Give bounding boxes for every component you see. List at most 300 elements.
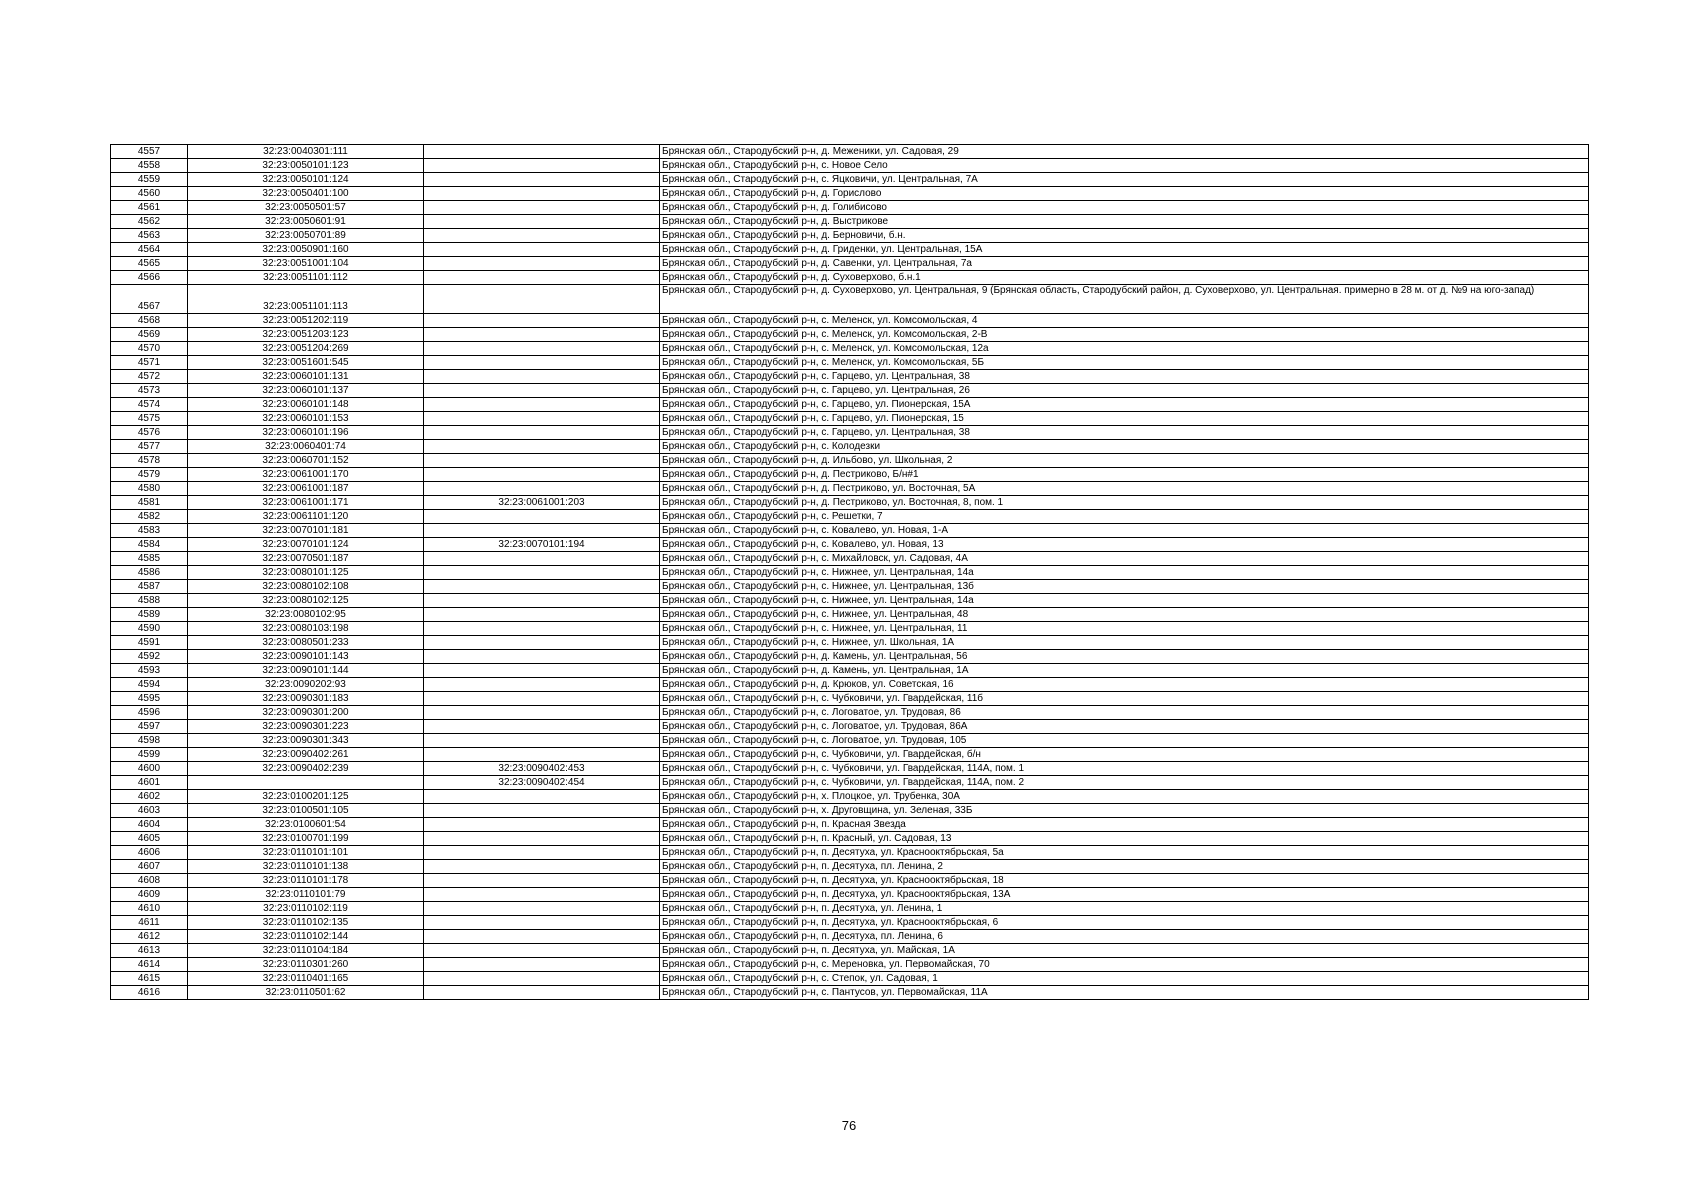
related-cadastral-number-cell <box>424 384 660 398</box>
address-cell: Брянская обл., Стародубский р-н, с. Гарцево, ул. Пионерская, 15А <box>660 398 1589 412</box>
related-cadastral-number-cell <box>424 173 660 187</box>
table-row <box>111 468 1589 482</box>
cadastral-number-cell: 32:23:0080103:198 <box>188 622 424 636</box>
row-number-cell: 4569 <box>111 328 188 342</box>
cadastral-number-cell: 32:23:0070501:187 <box>188 552 424 566</box>
cadastral-number-cell: 32:23:0060701:152 <box>188 454 424 468</box>
related-cadastral-number-cell: 32:23:0090402:454 <box>424 776 660 790</box>
related-cadastral-number-cell <box>424 454 660 468</box>
cadastral-number-cell: 32:23:0100501:105 <box>188 804 424 818</box>
address-cell: Брянская обл., Стародубский р-н, с. Нижнее, ул. Центральная, 11 <box>660 622 1589 636</box>
row-number-cell: 4593 <box>111 664 188 678</box>
cadastral-number-cell: 32:23:0051101:112 <box>188 271 424 285</box>
table-row <box>111 622 1589 636</box>
row-number-cell: 4577 <box>111 440 188 454</box>
cadastral-number-cell: 32:23:0090402:261 <box>188 748 424 762</box>
address-cell: Брянская обл., Стародубский р-н, п. Десятуха, пл. Ленина, 6 <box>660 930 1589 944</box>
page-number: 76 <box>841 1118 857 1133</box>
address-cell: Брянская обл., Стародубский р-н, п. Десятуха, ул. Краснооктябрьская, 5а <box>660 846 1589 860</box>
table-row <box>111 215 1589 229</box>
related-cadastral-number-cell <box>424 902 660 916</box>
row-number-cell: 4565 <box>111 257 188 271</box>
related-cadastral-number-cell <box>424 594 660 608</box>
address-cell: Брянская обл., Стародубский р-н, с. Меленск, ул. Комсомольская, 5Б <box>660 356 1589 370</box>
table-row <box>111 650 1589 664</box>
related-cadastral-number-cell <box>424 524 660 538</box>
cadastral-number-cell: 32:23:0110101:101 <box>188 846 424 860</box>
address-cell: Брянская обл., Стародубский р-н, п. Красная Звезда <box>660 818 1589 832</box>
table-row <box>111 776 1589 790</box>
table-row <box>111 440 1589 454</box>
table-row <box>111 384 1589 398</box>
row-number-cell: 4601 <box>111 776 188 790</box>
table-row <box>111 902 1589 916</box>
related-cadastral-number-cell <box>424 692 660 706</box>
property-register-table <box>110 144 1589 1000</box>
row-number-cell: 4600 <box>111 762 188 776</box>
table-row <box>111 608 1589 622</box>
row-number-cell: 4585 <box>111 552 188 566</box>
cadastral-number-cell: 32:23:0050101:124 <box>188 173 424 187</box>
address-cell: Брянская обл., Стародубский р-н, с. Меленск, ул. Комсомольская, 2-В <box>660 328 1589 342</box>
cadastral-number-cell: 32:23:0090301:223 <box>188 720 424 734</box>
address-cell: Брянская обл., Стародубский р-н, с. Логоватое, ул. Трудовая, 105 <box>660 734 1589 748</box>
address-cell: Брянская обл., Стародубский р-н, п. Десятуха, ул. Ленина, 1 <box>660 902 1589 916</box>
row-number-cell: 4584 <box>111 538 188 552</box>
row-number-cell: 4571 <box>111 356 188 370</box>
table-row <box>111 860 1589 874</box>
row-number-cell: 4614 <box>111 958 188 972</box>
table-row <box>111 271 1589 285</box>
related-cadastral-number-cell <box>424 608 660 622</box>
table-row <box>111 229 1589 243</box>
table-row <box>111 314 1589 328</box>
related-cadastral-number-cell <box>424 510 660 524</box>
cadastral-number-cell: 32:23:0110101:138 <box>188 860 424 874</box>
row-number-cell: 4599 <box>111 748 188 762</box>
row-number-cell: 4558 <box>111 159 188 173</box>
table-row <box>111 720 1589 734</box>
row-number-cell: 4589 <box>111 608 188 622</box>
table-row <box>111 398 1589 412</box>
row-number-cell: 4580 <box>111 482 188 496</box>
row-number-cell: 4578 <box>111 454 188 468</box>
address-cell: Брянская обл., Стародубский р-н, д. Горислово <box>660 187 1589 201</box>
address-cell: Брянская обл., Стародубский р-н, д. Голибисово <box>660 201 1589 215</box>
row-number-cell: 4604 <box>111 818 188 832</box>
cadastral-number-cell: 32:23:0051601:545 <box>188 356 424 370</box>
cadastral-number-cell: 32:23:0110301:260 <box>188 958 424 972</box>
row-number-cell: 4616 <box>111 986 188 1000</box>
row-number-cell: 4590 <box>111 622 188 636</box>
related-cadastral-number-cell <box>424 257 660 271</box>
table-row <box>111 748 1589 762</box>
table-row <box>111 285 1589 314</box>
address-cell: Брянская обл., Стародубский р-н, с. Нижнее, ул. Центральная, 14а <box>660 566 1589 580</box>
cadastral-number-cell: 32:23:0061101:120 <box>188 510 424 524</box>
row-number-cell: 4610 <box>111 902 188 916</box>
related-cadastral-number-cell <box>424 650 660 664</box>
row-number-cell: 4603 <box>111 804 188 818</box>
table-row <box>111 580 1589 594</box>
address-cell: Брянская обл., Стародубский р-н, д. Камень, ул. Центральная, 1А <box>660 664 1589 678</box>
cadastral-number-cell: 32:23:0100201:125 <box>188 790 424 804</box>
related-cadastral-number-cell <box>424 482 660 496</box>
address-cell: Брянская обл., Стародубский р-н, с. Чубковичи, ул. Гвардейская, б/н <box>660 748 1589 762</box>
cadastral-number-cell: 32:23:0080102:95 <box>188 608 424 622</box>
table-row <box>111 538 1589 552</box>
related-cadastral-number-cell <box>424 159 660 173</box>
address-cell: Брянская обл., Стародубский р-н, д. Суховерхово, б.н.1 <box>660 271 1589 285</box>
table-row <box>111 356 1589 370</box>
table-row <box>111 790 1589 804</box>
cadastral-number-cell: 32:23:0050901:160 <box>188 243 424 257</box>
cadastral-number-cell: 32:23:0051203:123 <box>188 328 424 342</box>
cadastral-number-cell: 32:23:0110104:184 <box>188 944 424 958</box>
cadastral-number-cell: 32:23:0100601:54 <box>188 818 424 832</box>
row-number-cell: 4613 <box>111 944 188 958</box>
address-cell: Брянская обл., Стародубский р-н, с. Нижнее, ул. Центральная, 48 <box>660 608 1589 622</box>
address-cell: Брянская обл., Стародубский р-н, д. Крюков, ул. Советская, 16 <box>660 678 1589 692</box>
table-row <box>111 243 1589 257</box>
cadastral-number-cell: 32:23:0060101:131 <box>188 370 424 384</box>
table-row <box>111 944 1589 958</box>
table-row <box>111 636 1589 650</box>
cadastral-number-cell: 32:23:0110102:144 <box>188 930 424 944</box>
table-row <box>111 510 1589 524</box>
related-cadastral-number-cell <box>424 440 660 454</box>
row-number-cell: 4588 <box>111 594 188 608</box>
table-row <box>111 159 1589 173</box>
address-cell: Брянская обл., Стародубский р-н, д. Суховерхово, ул. Центральная, 9 (Брянская область, Стародубский район, д. Суховерхово, ул. Центральная. примерно в 28 м. от д. №9 на юго-запад) <box>660 285 1589 314</box>
related-cadastral-number-cell <box>424 187 660 201</box>
table-row <box>111 328 1589 342</box>
cadastral-number-cell: 32:23:0110101:178 <box>188 874 424 888</box>
table-row <box>111 930 1589 944</box>
related-cadastral-number-cell <box>424 874 660 888</box>
table-row <box>111 594 1589 608</box>
address-cell: Брянская обл., Стародубский р-н, д. Камень, ул. Центральная, 56 <box>660 650 1589 664</box>
table-row <box>111 664 1589 678</box>
related-cadastral-number-cell <box>424 804 660 818</box>
related-cadastral-number-cell <box>424 860 660 874</box>
cadastral-number-cell: 32:23:0080102:108 <box>188 580 424 594</box>
address-cell: Брянская обл., Стародубский р-н, с. Гарцево, ул. Центральная, 38 <box>660 370 1589 384</box>
related-cadastral-number-cell <box>424 636 660 650</box>
address-cell: Брянская обл., Стародубский р-н, с. Меленск, ул. Комсомольская, 12а <box>660 342 1589 356</box>
table-row <box>111 412 1589 426</box>
table-row <box>111 986 1589 1000</box>
address-cell: Брянская обл., Стародубский р-н, х. Друговщина, ул. Зеленая, 33Б <box>660 804 1589 818</box>
address-cell: Брянская обл., Стародубский р-н, с. Чубковичи, ул. Гвардейская, 114А, пом. 1 <box>660 762 1589 776</box>
address-cell: Брянская обл., Стародубский р-н, с. Гарцево, ул. Центральная, 38 <box>660 426 1589 440</box>
cadastral-number-cell: 32:23:0050401:100 <box>188 187 424 201</box>
table-row <box>111 818 1589 832</box>
address-cell: Брянская обл., Стародубский р-н, п. Десятуха, ул. Краснооктябрьская, 6 <box>660 916 1589 930</box>
address-cell: Брянская обл., Стародубский р-н, с. Меленск, ул. Комсомольская, 4 <box>660 314 1589 328</box>
table-row <box>111 958 1589 972</box>
table-row <box>111 804 1589 818</box>
related-cadastral-number-cell <box>424 720 660 734</box>
table-row <box>111 972 1589 986</box>
address-cell: Брянская обл., Стародубский р-н, с. Михайловск, ул. Садовая, 4А <box>660 552 1589 566</box>
table-row <box>111 888 1589 902</box>
cadastral-number-cell: 32:23:0051204:269 <box>188 342 424 356</box>
address-cell: Брянская обл., Стародубский р-н, д. Савенки, ул. Центральная, 7а <box>660 257 1589 271</box>
related-cadastral-number-cell <box>424 412 660 426</box>
row-number-cell: 4560 <box>111 187 188 201</box>
related-cadastral-number-cell: 32:23:0070101:194 <box>424 538 660 552</box>
address-cell: Брянская обл., Стародубский р-н, с. Логоватое, ул. Трудовая, 86 <box>660 706 1589 720</box>
cadastral-number-cell: 32:23:0110401:165 <box>188 972 424 986</box>
cadastral-number-cell: 32:23:0090402:239 <box>188 762 424 776</box>
related-cadastral-number-cell <box>424 622 660 636</box>
related-cadastral-number-cell: 32:23:0061001:203 <box>424 496 660 510</box>
address-cell: Брянская обл., Стародубский р-н, д. Пестриково, ул. Восточная, 5А <box>660 482 1589 496</box>
cadastral-number-cell: 32:23:0110501:62 <box>188 986 424 1000</box>
cadastral-number-cell: 32:23:0090301:183 <box>188 692 424 706</box>
table-row <box>111 846 1589 860</box>
cadastral-number-cell: 32:23:0060101:148 <box>188 398 424 412</box>
address-cell: Брянская обл., Стародубский р-н, с. Яцковичи, ул. Центральная, 7А <box>660 173 1589 187</box>
cadastral-number-cell: 32:23:0110102:135 <box>188 916 424 930</box>
row-number-cell: 4594 <box>111 678 188 692</box>
row-number-cell: 4575 <box>111 412 188 426</box>
address-cell: Брянская обл., Стародубский р-н, с. Чубковичи, ул. Гвардейская, 11б <box>660 692 1589 706</box>
row-number-cell: 4562 <box>111 215 188 229</box>
table-row <box>111 692 1589 706</box>
cadastral-number-cell: 32:23:0051001:104 <box>188 257 424 271</box>
related-cadastral-number-cell <box>424 818 660 832</box>
row-number-cell: 4583 <box>111 524 188 538</box>
table-row <box>111 187 1589 201</box>
cadastral-number-cell: 32:23:0110102:119 <box>188 902 424 916</box>
related-cadastral-number-cell <box>424 790 660 804</box>
address-cell: Брянская обл., Стародубский р-н, с. Чубковичи, ул. Гвардейская, 114А, пом. 2 <box>660 776 1589 790</box>
address-cell: Брянская обл., Стародубский р-н, п. Десятуха, ул. Краснооктябрьская, 13А <box>660 888 1589 902</box>
table-row <box>111 762 1589 776</box>
row-number-cell: 4591 <box>111 636 188 650</box>
row-number-cell: 4573 <box>111 384 188 398</box>
cadastral-number-cell: 32:23:0061001:171 <box>188 496 424 510</box>
table-row <box>111 426 1589 440</box>
cadastral-number-cell: 32:23:0080101:125 <box>188 566 424 580</box>
address-cell: Брянская обл., Стародубский р-н, д. Гриденки, ул. Центральная, 15А <box>660 243 1589 257</box>
related-cadastral-number-cell <box>424 328 660 342</box>
table-row <box>111 342 1589 356</box>
table-row <box>111 257 1589 271</box>
address-cell: Брянская обл., Стародубский р-н, д. Пестриково, ул. Восточная, 8, пом. 1 <box>660 496 1589 510</box>
address-cell: Брянская обл., Стародубский р-н, с. Мереновка, ул. Первомайская, 70 <box>660 958 1589 972</box>
row-number-cell: 4612 <box>111 930 188 944</box>
cadastral-number-cell: 32:23:0090202:93 <box>188 678 424 692</box>
row-number-cell: 4615 <box>111 972 188 986</box>
related-cadastral-number-cell <box>424 706 660 720</box>
address-cell: Брянская обл., Стародубский р-н, с. Степок, ул. Садовая, 1 <box>660 972 1589 986</box>
cadastral-number-cell: 32:23:0050701:89 <box>188 229 424 243</box>
row-number-cell: 4579 <box>111 468 188 482</box>
table-row <box>111 201 1589 215</box>
related-cadastral-number-cell <box>424 958 660 972</box>
row-number-cell: 4607 <box>111 860 188 874</box>
row-number-cell: 4557 <box>111 145 188 159</box>
row-number-cell: 4602 <box>111 790 188 804</box>
table-row <box>111 173 1589 187</box>
address-cell: Брянская обл., Стародубский р-н, х. Плоцкое, ул. Трубенка, 30А <box>660 790 1589 804</box>
related-cadastral-number-cell <box>424 734 660 748</box>
address-cell: Брянская обл., Стародубский р-н, с. Колодезки <box>660 440 1589 454</box>
address-cell: Брянская обл., Стародубский р-н, д. Ильбово, ул. Школьная, 2 <box>660 454 1589 468</box>
row-number-cell: 4563 <box>111 229 188 243</box>
related-cadastral-number-cell <box>424 832 660 846</box>
table-row <box>111 482 1589 496</box>
table-row <box>111 734 1589 748</box>
address-cell: Брянская обл., Стародубский р-н, д. Берновичи, б.н. <box>660 229 1589 243</box>
related-cadastral-number-cell <box>424 580 660 594</box>
table-row <box>111 874 1589 888</box>
related-cadastral-number-cell <box>424 468 660 482</box>
related-cadastral-number-cell <box>424 271 660 285</box>
table-row <box>111 832 1589 846</box>
related-cadastral-number-cell <box>424 285 660 314</box>
address-cell: Брянская обл., Стародубский р-н, с. Гарцево, ул. Центральная, 26 <box>660 384 1589 398</box>
cadastral-number-cell <box>188 776 424 790</box>
address-cell: Брянская обл., Стародубский р-н, с. Нижнее, ул. Школьная, 1А <box>660 636 1589 650</box>
address-cell: Брянская обл., Стародубский р-н, с. Пантусов, ул. Первомайская, 11А <box>660 986 1589 1000</box>
cadastral-number-cell: 32:23:0080501:233 <box>188 636 424 650</box>
related-cadastral-number-cell <box>424 342 660 356</box>
table-row <box>111 524 1589 538</box>
related-cadastral-number-cell <box>424 846 660 860</box>
row-number-cell: 4608 <box>111 874 188 888</box>
row-number-cell: 4597 <box>111 720 188 734</box>
related-cadastral-number-cell <box>424 356 660 370</box>
cadastral-number-cell: 32:23:0040301:111 <box>188 145 424 159</box>
cadastral-number-cell: 32:23:0060101:196 <box>188 426 424 440</box>
cadastral-number-cell: 32:23:0050601:91 <box>188 215 424 229</box>
cadastral-number-cell: 32:23:0090101:144 <box>188 664 424 678</box>
row-number-cell: 4574 <box>111 398 188 412</box>
row-number-cell: 4611 <box>111 916 188 930</box>
table-row <box>111 496 1589 510</box>
related-cadastral-number-cell <box>424 215 660 229</box>
row-number-cell: 4572 <box>111 370 188 384</box>
cadastral-number-cell: 32:23:0090101:143 <box>188 650 424 664</box>
row-number-cell: 4587 <box>111 580 188 594</box>
cadastral-number-cell: 32:23:0060401:74 <box>188 440 424 454</box>
cadastral-number-cell: 32:23:0061001:187 <box>188 482 424 496</box>
row-number-cell: 4561 <box>111 201 188 215</box>
table-row <box>111 145 1589 159</box>
table-row <box>111 706 1589 720</box>
row-number-cell: 4592 <box>111 650 188 664</box>
address-cell: Брянская обл., Стародубский р-н, п. Десятуха, ул. Майская, 1А <box>660 944 1589 958</box>
related-cadastral-number-cell <box>424 678 660 692</box>
related-cadastral-number-cell <box>424 888 660 902</box>
related-cadastral-number-cell <box>424 201 660 215</box>
related-cadastral-number-cell <box>424 552 660 566</box>
row-number-cell: 4559 <box>111 173 188 187</box>
address-cell: Брянская обл., Стародубский р-н, с. Решетки, 7 <box>660 510 1589 524</box>
address-cell: Брянская обл., Стародубский р-н, п. Десятуха, ул. Краснооктябрьская, 18 <box>660 874 1589 888</box>
row-number-cell: 4566 <box>111 271 188 285</box>
address-cell: Брянская обл., Стародубский р-н, с. Ковалево, ул. Новая, 13 <box>660 538 1589 552</box>
address-cell: Брянская обл., Стародубский р-н, п. Десятуха, пл. Ленина, 2 <box>660 860 1589 874</box>
related-cadastral-number-cell <box>424 944 660 958</box>
cadastral-number-cell: 32:23:0051101:113 <box>188 285 424 314</box>
cadastral-number-cell: 32:23:0090301:200 <box>188 706 424 720</box>
row-number-cell: 4582 <box>111 510 188 524</box>
row-number-cell: 4606 <box>111 846 188 860</box>
cadastral-number-cell: 32:23:0070101:181 <box>188 524 424 538</box>
related-cadastral-number-cell <box>424 664 660 678</box>
related-cadastral-number-cell <box>424 243 660 257</box>
address-cell: Брянская обл., Стародубский р-н, д. Пестриково, Б/н#1 <box>660 468 1589 482</box>
table-row <box>111 678 1589 692</box>
table-row <box>111 566 1589 580</box>
row-number-cell: 4568 <box>111 314 188 328</box>
cadastral-number-cell: 32:23:0061001:170 <box>188 468 424 482</box>
table-body <box>111 145 1589 1000</box>
cadastral-number-cell: 32:23:0060101:153 <box>188 412 424 426</box>
cadastral-number-cell: 32:23:0100701:199 <box>188 832 424 846</box>
row-number-cell: 4564 <box>111 243 188 257</box>
row-number-cell: 4567 <box>111 285 188 314</box>
row-number-cell: 4595 <box>111 692 188 706</box>
address-cell: Брянская обл., Стародубский р-н, п. Красный, ул. Садовая, 13 <box>660 832 1589 846</box>
cadastral-number-cell: 32:23:0070101:124 <box>188 538 424 552</box>
row-number-cell: 4586 <box>111 566 188 580</box>
cadastral-number-cell: 32:23:0051202:119 <box>188 314 424 328</box>
related-cadastral-number-cell <box>424 370 660 384</box>
related-cadastral-number-cell <box>424 145 660 159</box>
related-cadastral-number-cell <box>424 916 660 930</box>
related-cadastral-number-cell <box>424 930 660 944</box>
related-cadastral-number-cell <box>424 426 660 440</box>
row-number-cell: 4581 <box>111 496 188 510</box>
cadastral-number-cell: 32:23:0110101:79 <box>188 888 424 902</box>
related-cadastral-number-cell <box>424 986 660 1000</box>
address-cell: Брянская обл., Стародубский р-н, с. Нижнее, ул. Центральная, 13б <box>660 580 1589 594</box>
related-cadastral-number-cell <box>424 566 660 580</box>
cadastral-number-cell: 32:23:0060101:137 <box>188 384 424 398</box>
row-number-cell: 4576 <box>111 426 188 440</box>
row-number-cell: 4598 <box>111 734 188 748</box>
related-cadastral-number-cell <box>424 314 660 328</box>
cadastral-number-cell: 32:23:0050101:123 <box>188 159 424 173</box>
related-cadastral-number-cell <box>424 972 660 986</box>
row-number-cell: 4596 <box>111 706 188 720</box>
table-row <box>111 916 1589 930</box>
address-cell: Брянская обл., Стародубский р-н, с. Логоватое, ул. Трудовая, 86А <box>660 720 1589 734</box>
cadastral-number-cell: 32:23:0080102:125 <box>188 594 424 608</box>
cadastral-number-cell: 32:23:0090301:343 <box>188 734 424 748</box>
related-cadastral-number-cell: 32:23:0090402:453 <box>424 762 660 776</box>
address-cell: Брянская обл., Стародубский р-н, с. Новое Село <box>660 159 1589 173</box>
related-cadastral-number-cell <box>424 748 660 762</box>
row-number-cell: 4605 <box>111 832 188 846</box>
cadastral-number-cell: 32:23:0050501:57 <box>188 201 424 215</box>
table-row <box>111 454 1589 468</box>
address-cell: Брянская обл., Стародубский р-н, д. Выстрикове <box>660 215 1589 229</box>
row-number-cell: 4609 <box>111 888 188 902</box>
table-row <box>111 370 1589 384</box>
address-cell: Брянская обл., Стародубский р-н, с. Нижнее, ул. Центральная, 14а <box>660 594 1589 608</box>
address-cell: Брянская обл., Стародубский р-н, д. Меженики, ул. Садовая, 29 <box>660 145 1589 159</box>
related-cadastral-number-cell <box>424 398 660 412</box>
address-cell: Брянская обл., Стародубский р-н, с. Ковалево, ул. Новая, 1-А <box>660 524 1589 538</box>
address-cell: Брянская обл., Стародубский р-н, с. Гарцево, ул. Пионерская, 15 <box>660 412 1589 426</box>
